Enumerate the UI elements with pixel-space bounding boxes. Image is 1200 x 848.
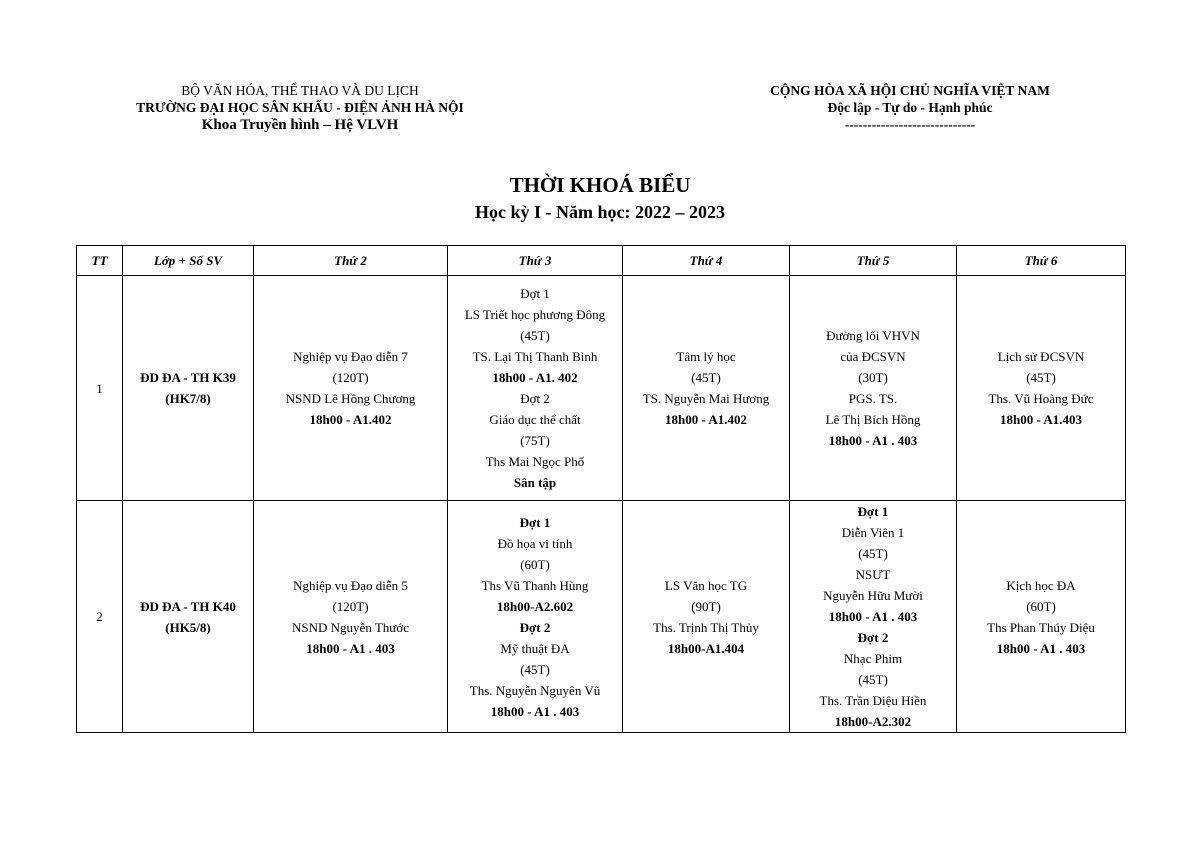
course-hours: (120T) xyxy=(332,598,369,614)
col-header-thu2: Thứ 2 xyxy=(254,246,448,276)
time-room: 18h00-A2.602 xyxy=(496,598,574,614)
class-cell xyxy=(123,276,254,501)
time-room: 18h00-A2.302 xyxy=(834,714,912,729)
course-hours: (45T) xyxy=(520,661,550,677)
course-hours: (45T) xyxy=(1026,370,1056,385)
schedule-table xyxy=(76,245,1126,733)
lecturer: Ths Vũ Thanh Hùng xyxy=(481,577,589,593)
course-name: Kịch học ĐA xyxy=(1006,577,1076,593)
col-header-thu6: Thứ 6 xyxy=(957,246,1126,276)
col-header-tt: TT xyxy=(77,246,123,276)
table-row xyxy=(77,501,1126,733)
col-header-class: Lớp + Số SV xyxy=(123,246,254,276)
class-cell xyxy=(123,501,254,733)
phase-label: Đợt 2 xyxy=(519,619,551,635)
lecturer: Lê Thị Bích Hồng xyxy=(825,412,921,427)
ministry-name: BỘ VĂN HÓA, THỂ THAO VÀ DU LỊCH xyxy=(181,83,419,98)
course-name: Nghiệp vụ Đạo diễn 5 xyxy=(293,577,408,593)
course-name: Đồ họa vi tính xyxy=(497,535,573,551)
phase-label: Đợt 1 xyxy=(520,286,550,301)
course-name: Tâm lý học xyxy=(676,349,736,364)
lecturer: NSND Lê Hồng Chương xyxy=(285,391,416,406)
time-room: 18h00 - A1 . 403 xyxy=(996,640,1086,656)
time-room: 18h00 - A1 . 403 xyxy=(490,703,580,719)
header-left xyxy=(80,82,520,134)
class-semester: (HK5/8) xyxy=(165,619,211,635)
time-room: 18h00 - A1 . 403 xyxy=(306,640,395,656)
faculty-name: Khoa Truyền hình – Hệ VLVH xyxy=(201,117,399,133)
time-room: 18h00 - A1.402 xyxy=(665,412,747,427)
course-hours: (120T) xyxy=(332,370,369,385)
university-name: TRƯỜNG ĐẠI HỌC SÂN KHẤU - ĐIỆN ẢNH HÀ NỘI xyxy=(136,100,464,115)
course-name: LS Triết học phương Đông xyxy=(464,307,606,322)
row-number: 2 xyxy=(77,501,123,733)
class-name: ĐD ĐA - TH K40 xyxy=(140,598,236,614)
course-name: Nghiệp vụ Đạo diễn 7 xyxy=(293,349,408,364)
page-subtitle: Học kỳ I - Năm học: 2022 – 2023 xyxy=(475,202,725,222)
course-hours: (45T) xyxy=(691,370,721,385)
phase-label: Đợt 2 xyxy=(857,630,889,645)
time-room: 18h00 - A1.403 xyxy=(1000,412,1082,427)
phase-label: Đợt 1 xyxy=(857,504,889,519)
thu6-cell xyxy=(957,276,1126,501)
course-hours: (45T) xyxy=(858,546,888,561)
lecturer: TS. Nguyễn Mai Hương xyxy=(642,391,770,406)
class-name: ĐD ĐA - TH K39 xyxy=(140,370,236,385)
table-header-row xyxy=(77,246,1126,276)
phase-label: Đợt 2 xyxy=(520,391,550,406)
course-name: LS Văn học TG xyxy=(664,577,748,593)
col-header-thu5: Thứ 5 xyxy=(790,246,957,276)
page-title: THỜI KHOÁ BIỂU xyxy=(509,173,691,197)
lecturer: Ths. Vũ Hoàng Đức xyxy=(988,391,1094,406)
national-motto: Độc lập - Tự do - Hạnh phúc xyxy=(827,100,993,115)
course-hours: (45T) xyxy=(858,672,888,687)
thu6-cell xyxy=(957,501,1126,733)
lecturer: Ths. Trần Diệu Hiền xyxy=(819,693,927,708)
time-room: 18h00 - A1 . 403 xyxy=(828,433,918,448)
country-name: CỘNG HÒA XÃ HỘI CHỦ NGHĨA VIỆT NAM xyxy=(770,83,1050,98)
course-name: Nhạc Phim xyxy=(843,651,903,666)
time-room: 18h00 - A1.402 xyxy=(309,412,392,427)
header-right xyxy=(680,82,1140,133)
thu5-cell xyxy=(790,276,957,501)
col-header-thu3: Thứ 3 xyxy=(448,246,623,276)
time-room: Sân tập xyxy=(513,475,557,490)
course-name: Mỹ thuật ĐA xyxy=(500,640,570,656)
table-row xyxy=(77,276,1126,501)
course-hours: (60T) xyxy=(520,556,550,572)
lecturer: Ths. Nguyễn Nguyên Vũ xyxy=(469,682,601,698)
course-name: Giáo dục thể chất xyxy=(489,412,581,427)
course-hours: (75T) xyxy=(520,433,550,448)
col-header-thu4: Thứ 4 xyxy=(623,246,790,276)
time-room: 18h00 - A1. 402 xyxy=(492,370,578,385)
course-name: Lịch sử ĐCSVN xyxy=(997,349,1085,364)
header-divider: ----------------------------- xyxy=(844,117,976,132)
course-hours: (45T) xyxy=(520,328,550,343)
lecturer: Ths Phan Thúy Diệu xyxy=(987,619,1095,635)
lecturer-title: NSƯT xyxy=(855,567,891,582)
course-name: Đường lối VHVN xyxy=(826,328,920,343)
course-hours: (60T) xyxy=(1026,598,1056,614)
row-number: 1 xyxy=(77,276,123,501)
time-room: 18h00-A1.404 xyxy=(667,640,745,656)
course-hours: (90T) xyxy=(691,598,721,614)
time-room: 18h00 - A1 . 403 xyxy=(828,609,918,624)
lecturer-title: PGS. TS. xyxy=(848,391,898,406)
class-semester: (HK7/8) xyxy=(165,391,211,406)
thu2-cell xyxy=(254,276,448,501)
lecturer: NSND Nguyễn Thước xyxy=(292,619,409,635)
thu4-cell xyxy=(623,276,790,501)
course-name-cont: của ĐCSVN xyxy=(840,349,906,364)
lecturer: TS. Lại Thị Thanh Bình xyxy=(472,349,598,364)
thu4-cell xyxy=(623,501,790,733)
thu5-cell xyxy=(790,501,957,733)
lecturer: Ths. Trịnh Thị Thủy xyxy=(653,619,759,635)
lecturer: Ths Mai Ngọc Phố xyxy=(485,454,585,469)
lecturer: Nguyễn Hữu Mười xyxy=(823,588,923,603)
course-name: Diễn Viên 1 xyxy=(841,525,905,540)
phase-label: Đợt 1 xyxy=(519,514,551,530)
thu2-cell xyxy=(254,501,448,733)
thu3-cell xyxy=(448,501,623,733)
thu3-cell xyxy=(448,276,623,501)
course-hours: (30T) xyxy=(858,370,888,385)
